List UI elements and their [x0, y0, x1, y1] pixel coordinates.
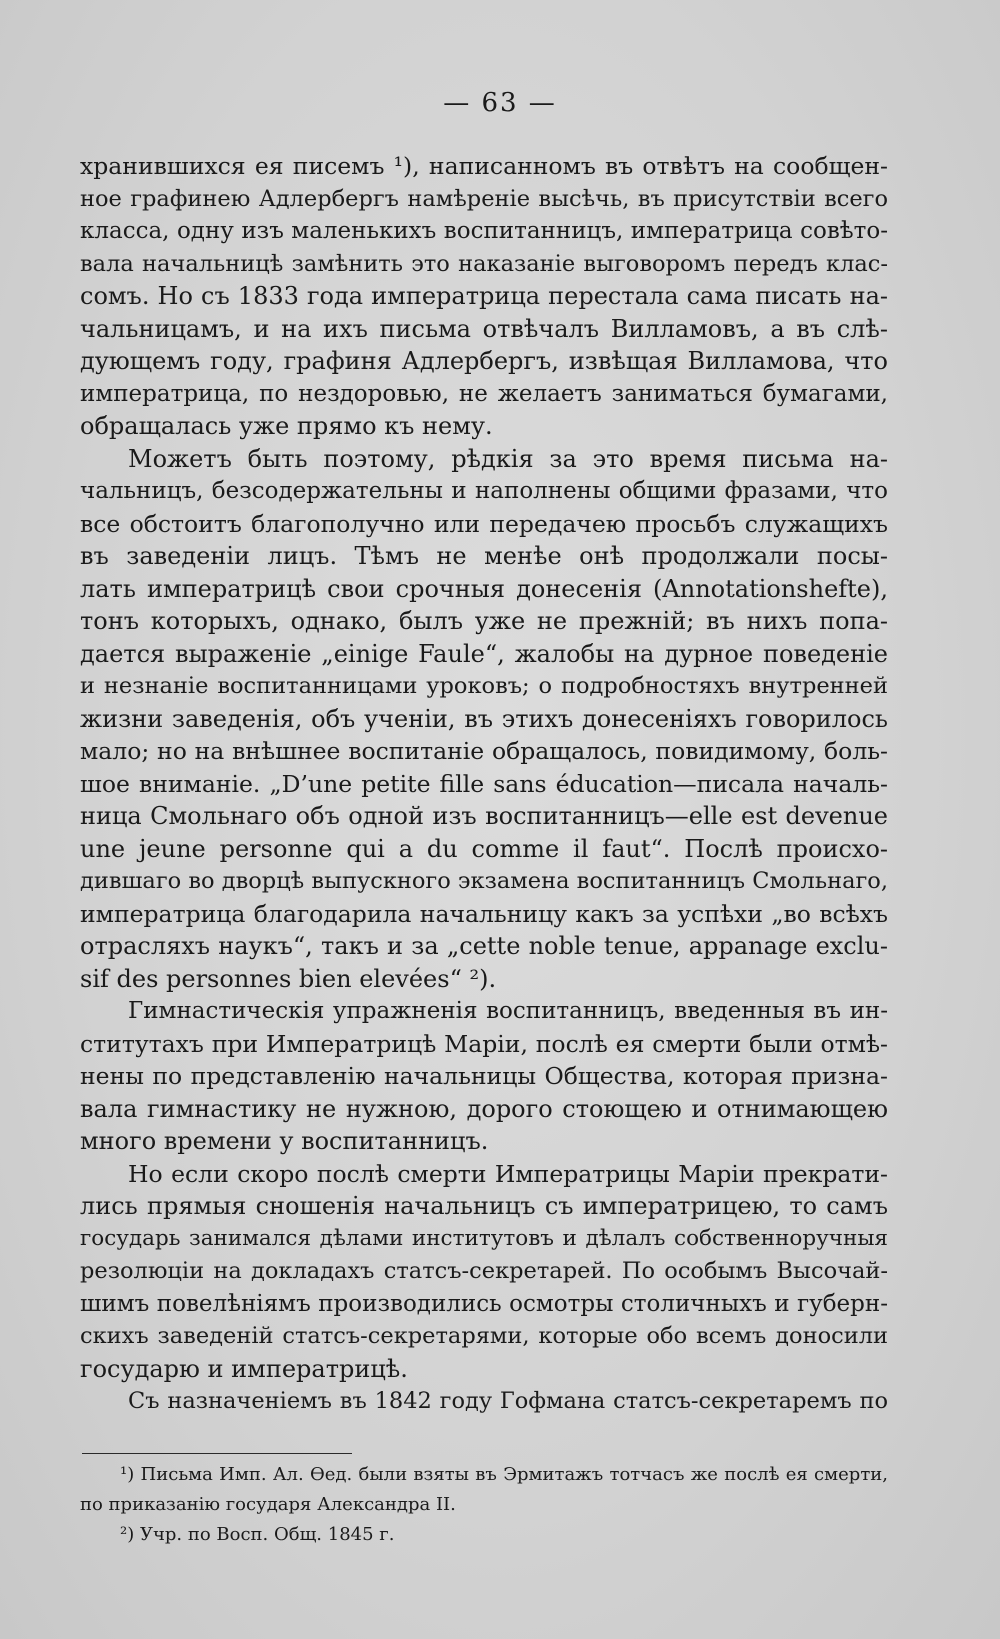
- text-line: шимъ повелѣніямъ производились осмотры столичныхъ и губерн-: [80, 1290, 888, 1317]
- text-line: много времени у воспитанницъ.: [80, 1127, 489, 1155]
- page-number: — 63 —: [443, 88, 557, 118]
- footnotes: [80, 1460, 888, 1550]
- text-line: императрица благодарила начальницу какъ за успѣхи „во всѣхъ: [80, 899, 888, 928]
- text-line: Можетъ быть поэтому, рѣдкія за это время письма на-: [128, 444, 888, 473]
- text-line: резолюціи на докладахъ статсъ-секретарей. По особымъ Высочай-: [80, 1258, 888, 1284]
- text-line: государю и императрицѣ.: [80, 1354, 408, 1383]
- text-line: класса, одну изъ маленькихъ воспитанницъ, императрица совѣто-: [80, 218, 888, 244]
- text-line: нены по представленію начальницы Общества, которая призна-: [80, 1062, 888, 1090]
- text-line: une jeune personne qui a du comme il faut“. Послѣ происхо-: [80, 834, 888, 863]
- text-line: въ заведеніи лицъ. Тѣмъ не менѣе онѣ продолжали посы-: [80, 542, 888, 570]
- text-line: сомъ. Но съ 1833 года императрица перестала сама писать на-: [80, 282, 888, 310]
- text-line: ница Смольнаго объ одной изъ воспитанницъ—elle est devenue: [80, 802, 888, 830]
- text-line: чальницамъ, и на ихъ письма отвѣчалъ Вилламовъ, а въ слѣ-: [80, 314, 888, 343]
- text-line: ститутахъ при Императрицѣ Маріи, послѣ ея смерти были отмѣ-: [80, 1029, 888, 1058]
- text-line: жизни заведенія, объ ученіи, въ этихъ донесеніяхъ говорилось: [80, 704, 888, 733]
- footnote-line: ¹) Письма Имп. Ал. Ѳед. были взяты въ Эрмитажъ тотчасъ же послѣ ея смерти,: [120, 1464, 888, 1485]
- text-line: дается выраженіе „einige Faule“, жалобы на дурное поведеніе: [80, 639, 888, 668]
- text-line: государь занимался дѣлами институтовъ и дѣлалъ собственноручныя: [80, 1225, 888, 1251]
- text-line: Но если скоро послѣ смерти Императрицы Маріи прекрати-: [128, 1159, 888, 1188]
- text-line: sif des personnes bien elevées“ ²).: [80, 964, 497, 993]
- text-line: все обстоитъ благополучно или передачею просьбъ служащихъ: [80, 509, 888, 538]
- text-line: дившаго во дворцѣ выпускного экзамена воспитанницъ Смольнаго,: [80, 868, 888, 894]
- text-line: Гимнастическія упражненія воспитанницъ, введенныя въ ин-: [128, 998, 888, 1024]
- text-line: лись прямыя сношенія начальницъ съ императрицею, то самъ: [80, 1192, 888, 1220]
- footnote-line: по приказанію государя Александра II.: [80, 1494, 456, 1515]
- text-line: ное графинею Адлербергъ намѣреніе высѣчь, въ присутствіи всего: [80, 185, 888, 212]
- text-line: отрасляхъ наукъ“, такъ и за „cette noble tenue, appanage exclu-: [80, 932, 888, 960]
- text-line: шое вниманіе. „D’une petite fille sans éducation—писала началь-: [80, 769, 888, 798]
- footnote-divider: [82, 1453, 352, 1454]
- footnote-line: ²) Учр. по Восп. Общ. 1845 г.: [120, 1524, 395, 1545]
- text-line: мало; но на внѣшнее воспитаніе обращалось, повидимому, боль-: [80, 737, 888, 765]
- text-line: вала начальницѣ замѣнить это наказаніе выговоромъ передъ клас-: [80, 250, 888, 277]
- text-line: хранившихся ея писемъ ¹), написанномъ въ отвѣтъ на сообщен-: [80, 152, 888, 180]
- text-line: тонъ которыхъ, однако, былъ уже не прежній; въ нихъ попа-: [80, 607, 888, 635]
- text-line: скихъ заведеній статсъ-секретарями, которые обо всемъ доносили: [80, 1323, 888, 1349]
- text-line: и незнаніе воспитанницами уроковъ; о подробностяхъ внутренней: [80, 673, 888, 699]
- text-line: Съ назначеніемъ въ 1842 году Гофмана статсъ-секретаремъ по: [128, 1388, 888, 1414]
- text-line: дующемъ году, графиня Адлербергъ, извѣщая Вилламова, что: [80, 347, 888, 375]
- text-line: обращалась уже прямо къ нему.: [80, 412, 493, 440]
- text-line: императрица, по нездоровью, не желаетъ заниматься бумагами,: [80, 380, 888, 407]
- text-line: чальницъ, безсодержательны и наполнены общими фразами, что: [80, 478, 888, 504]
- body-text: [80, 150, 888, 1418]
- text-line: лать императрицѣ свои срочныя донесенія (Annotationshefte),: [80, 574, 888, 603]
- text-line: вала гимнастику не нужною, дорого стоющею и отнимающею: [80, 1094, 888, 1123]
